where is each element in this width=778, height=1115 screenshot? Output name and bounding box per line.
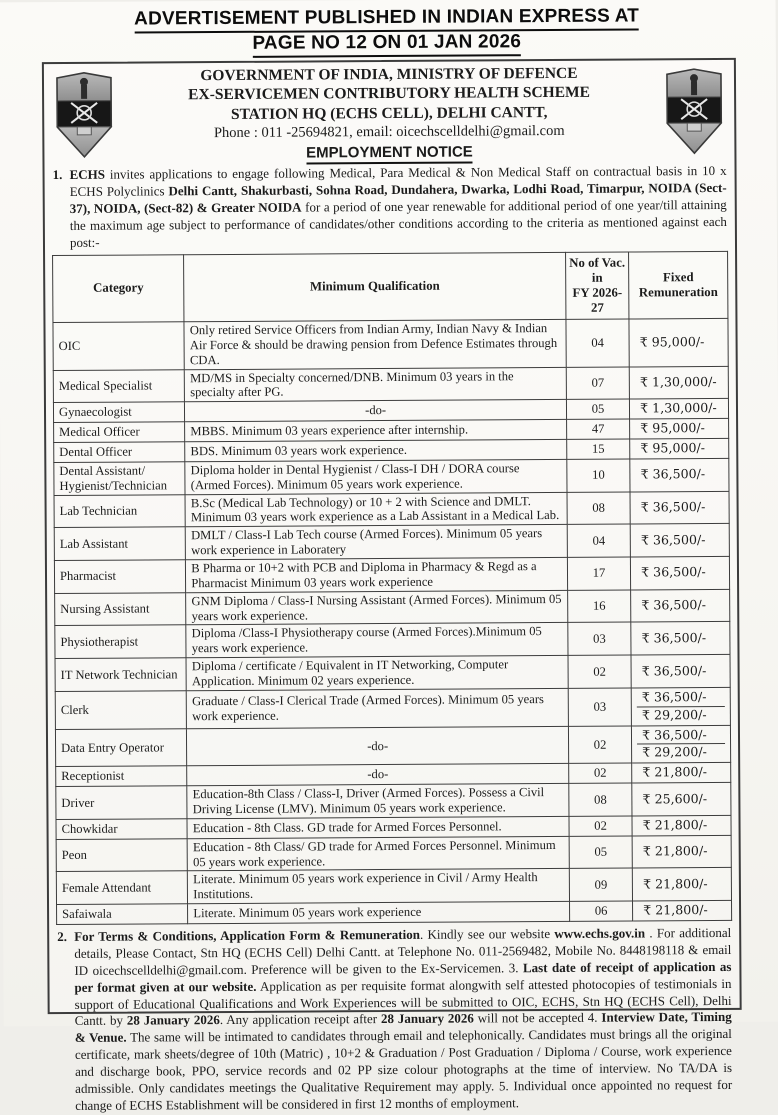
table-row	[55, 622, 730, 659]
cell-qualification: Diploma /Class-I Physiotherapy course (Armed Forces).Minimum 05 years work experience.	[186, 623, 568, 658]
cell-vacancies: 05	[566, 399, 629, 419]
cell-category: Chowkidar	[56, 819, 187, 840]
intro-text	[70, 163, 728, 251]
header-row	[53, 251, 728, 322]
bold-text-run: For Terms & Conditions, Application Form & Remuneration	[74, 926, 421, 944]
remuneration-value: ₹ 36,500/-	[641, 597, 706, 613]
cell-remuneration	[632, 835, 731, 868]
header-vacancies: No of Vac. in FY 2026-27	[565, 252, 629, 320]
text-run: invites applications to engage following Medical, Para Medical & Non Medical Staff on contractual basis in 10 x ECHS Polyclinics	[69, 163, 727, 199]
cell-vacancies: 08	[569, 783, 632, 816]
org-line2: EX-SERVICEMEN CONTRIBUTORY HEALTH SCHEME	[188, 84, 591, 104]
terms-text	[74, 925, 732, 1115]
remuneration-value: ₹ 95,000/-	[640, 420, 705, 436]
cell-remuneration	[633, 901, 732, 921]
table-row	[56, 868, 731, 905]
text-run: for a period of one year renewable for additional period of one year/till attaining the maximum age subject to performance of candidates/other conditions according to the criteria as mentioned against each post:-	[69, 196, 727, 250]
cell-category: Dental Officer	[54, 442, 185, 463]
cell-qualification: Education-8th Class / Class-I, Driver (Armed Forces). Possess a Civil Driving License (LMV). Minimum 05 years work experience.	[187, 784, 569, 819]
cell-qualification: Education - 8th Class/ GD trade for Armed Forces Personnel. Minimum 05 years work experience.	[187, 836, 569, 871]
cell-vacancies: 03	[568, 688, 631, 726]
page-title-line2: PAGE NO 12 ON 01 JAN 2026	[252, 31, 521, 58]
cell-remuneration	[632, 763, 731, 783]
table-row	[55, 589, 730, 626]
bold-text-run: ECHS	[69, 166, 106, 183]
cell-remuneration	[630, 524, 729, 557]
bold-text-run: Last date of receipt of application as per format given at our website.	[74, 958, 732, 995]
org-center	[117, 63, 662, 162]
page-title-line1: ADVERTISEMENT PUBLISHED IN INDIAN EXPRESS AT	[134, 5, 639, 33]
cell-vacancies: 07	[566, 367, 629, 400]
remuneration-value: ₹ 95,000/-	[639, 333, 705, 350]
remuneration-value: ₹ 36,500/-	[640, 499, 706, 515]
cell-remuneration	[632, 725, 731, 763]
vacancy-table	[52, 251, 732, 926]
cell-category: Lab Assistant	[54, 527, 185, 561]
remuneration-value: ₹ 21,800/-	[642, 764, 707, 780]
intro-number: 1.	[52, 167, 63, 183]
remuneration-value: ₹ 21,800/-	[642, 816, 708, 833]
cell-category: IT Network Technician	[55, 658, 186, 692]
cell-vacancies: 03	[568, 622, 631, 655]
text-run: Application as per requisite format alongwith self attested photocopies of testimonials in support of Educational Qualifications and Work Experiences will be submitted to OIC, ECHS, Stn HQ (ECHS Cell), Delhi Cantt. by	[74, 975, 732, 1029]
table-row	[56, 835, 731, 872]
cell-category: OIC	[53, 322, 185, 370]
text-run: . Kindly see our website	[419, 926, 555, 942]
cell-remuneration	[631, 556, 730, 589]
cell-vacancies: 02	[568, 726, 631, 764]
cell-vacancies: 10	[567, 459, 630, 492]
cell-qualification: DMLT / Class-I Lab Tech course (Armed Forces). Minimum 05 years work experience in Laboratery	[185, 525, 567, 560]
cell-vacancies: 17	[567, 557, 630, 590]
echs-crest-icon	[53, 69, 116, 161]
cell-vacancies: 09	[569, 868, 632, 901]
remuneration-value: ₹ 21,800/-	[642, 843, 708, 859]
cell-remuneration	[630, 399, 729, 419]
cell-qualification: -do-	[187, 726, 569, 766]
cell-qualification: BDS. Minimum 03 years work experience.	[185, 439, 567, 461]
cell-vacancies: 02	[569, 763, 632, 783]
cell-remuneration	[630, 491, 729, 524]
cell-remuneration	[631, 589, 730, 622]
remuneration-value: ₹ 36,500/-	[641, 629, 707, 646]
terms-number: 2.	[57, 929, 68, 945]
remuneration-value: ₹ 1,30,000/-	[639, 373, 717, 390]
cell-category: Data Entry Operator	[55, 728, 187, 767]
header-qualification: Minimum Qualification	[184, 252, 566, 322]
table-row	[56, 783, 731, 820]
cell-remuneration	[629, 318, 728, 366]
table-row	[57, 901, 732, 925]
cell-vacancies: 04	[567, 524, 630, 557]
bold-text-run: Delhi Cantt, Shakurbasti, Sohna Road, Dundahera, Dwarka, Lodhi Road, Timarpur, NOIDA (Sect-37), NOIDA, (Sect-82) & Greater NOIDA	[69, 179, 727, 216]
org-line3: STATION HQ (ECHS CELL), DELHI CANTT,	[230, 103, 548, 123]
cell-vacancies: 08	[567, 492, 630, 525]
text-run: . For additional details, Please Contact, Stn HQ (ECHS Cell) Delhi Cantt. at Telephone No. 011-2569482, Mobile No. 8448198118 & email ID oicechscelldelhi@gmail.com. Preference will be given to the Ex-Servicemen. 3.	[74, 924, 732, 978]
cell-vacancies: 02	[569, 816, 632, 836]
cell-remuneration	[632, 783, 731, 816]
bold-text-run: Interview Date, Timing & Venue.	[74, 1009, 732, 1046]
text-run: will not be accepted 4.	[473, 1010, 602, 1026]
cell-category: Pharmacist	[54, 560, 185, 594]
remuneration-value: ₹ 36,500/-	[641, 662, 707, 679]
bold-text-run: www.echs.gov.in	[554, 925, 646, 942]
cell-category: Nursing Assistant	[55, 592, 186, 626]
contact-line: Phone : 011 -25694821, email: oicechscelldelhi@gmail.com	[213, 123, 565, 142]
cell-category: Clerk	[55, 691, 187, 730]
cell-vacancies: 47	[567, 419, 630, 439]
cell-remuneration	[630, 438, 729, 458]
remuneration-value: ₹ 36,500/-	[641, 688, 707, 705]
cell-qualification: Diploma / certificate / Equivalent in IT Networking, Computer Application. Minimum 02 years experience.	[186, 656, 568, 691]
cell-qualification: Literate. Minimum 05 years work experience	[188, 902, 570, 924]
org-line1: GOVERNMENT OF INDIA, MINISTRY OF DEFENCE	[200, 64, 578, 85]
cell-category: Receptionist	[56, 766, 187, 787]
remuneration-value: ₹ 1,30,000/-	[640, 400, 717, 416]
cell-remuneration	[632, 868, 731, 901]
cell-category: Safaiwala	[57, 904, 188, 925]
text-run: The same will be intimated to candidates through email and telephonically. Candidates must brings all the original certificate, mark sheets/degree of 10th (Matric) , 10+2 & Graduation / Post Graduation / Diploma / Course, work experience and discharge book, PPO, service records and 02 PP size colour photographs at the time of interview. No TA/DA is admissible. Only candidates meetings the Qualitative Requirement may apply. 5. Individual once appointed no request for change of ECHS Establishment will be considered in first 12 months of employment.	[74, 1026, 733, 1113]
table-row	[55, 725, 730, 767]
page-title	[0, 0, 776, 59]
cell-qualification: Education - 8th Class. GD trade for Armed Forces Personnel.	[187, 816, 569, 838]
cell-qualification: Only retired Service Officers from Indian Army, Indian Navy & Indian Air Force & should be drawing pension from Defence Estimates through CDA.	[184, 319, 566, 369]
org-header	[51, 63, 728, 163]
table-row	[54, 491, 729, 528]
notice-heading: EMPLOYMENT NOTICE	[117, 142, 661, 162]
cell-category: Lab Technician	[54, 494, 185, 528]
cell-remuneration	[630, 419, 729, 439]
remuneration-value: ₹ 36,500/-	[640, 531, 706, 548]
header-remuneration: Fixed Remuneration	[629, 251, 728, 319]
cell-remuneration	[629, 366, 728, 399]
cell-qualification: GNM Diploma / Class-I Nursing Assistant (Armed Forces). Minimum 05 years work experience.	[186, 590, 568, 625]
vacancy-table-head	[53, 251, 728, 322]
remuneration-value: ₹ 29,200/-	[637, 743, 725, 761]
header-category: Category	[53, 254, 185, 322]
remuneration-value: ₹ 36,500/-	[641, 564, 706, 580]
cell-qualification: Graduate / Class-I Clerical Trade (Armed Forces). Minimum 05 years work experience.	[186, 688, 568, 728]
remuneration-value: ₹ 36,500/-	[642, 726, 707, 743]
cell-qualification: MD/MS in Specialty concerned/DNB. Minimum 03 years in the specialty after PG.	[185, 367, 567, 402]
cell-vacancies: 05	[569, 836, 632, 869]
cell-category: Medical Officer	[54, 422, 185, 443]
remuneration-value: ₹ 21,800/-	[642, 875, 708, 892]
left-crest	[51, 69, 118, 161]
cell-qualification: B Pharma or 10+2 with PCB and Diploma in Pharmacy & Regd as a Pharmacist Minimum 03 years work experience	[186, 557, 568, 592]
cell-qualification: MBBS. Minimum 03 years experience after internship.	[185, 420, 567, 442]
cell-vacancies: 15	[567, 439, 630, 459]
remuneration-value: ₹ 29,200/-	[637, 706, 725, 724]
table-row	[54, 556, 729, 593]
table-row	[55, 687, 730, 729]
cell-category: Dental Assistant/ Hygienist/Technician	[54, 462, 185, 496]
cell-remuneration	[631, 687, 730, 725]
remuneration-value: ₹ 21,800/-	[643, 902, 708, 918]
bold-text-run: 28 January 2026	[126, 1012, 220, 1029]
cell-vacancies: 06	[569, 901, 632, 921]
cell-category: Physiotherapist	[55, 625, 186, 659]
cell-qualification: Literate. Minimum 05 years work experience in Civil / Army Health Institutions.	[188, 869, 570, 904]
cell-category: Peon	[56, 838, 187, 872]
cell-qualification: Diploma holder in Dental Hygienist / Class-I DH / DORA course (Armed Forces). Minimum 05 years work experience.	[185, 459, 567, 494]
table-row	[55, 655, 730, 692]
cell-remuneration	[632, 815, 731, 835]
cell-category: Gynaecologist	[53, 402, 184, 423]
bold-text-run: 28 January 2026	[380, 1010, 474, 1027]
cell-vacancies: 04	[566, 319, 629, 367]
cell-remuneration	[630, 458, 729, 491]
cell-remuneration	[631, 655, 730, 688]
cell-qualification: -do-	[185, 400, 567, 422]
terms-paragraph	[57, 925, 732, 1115]
table-row	[54, 524, 729, 561]
cell-qualification: -do-	[187, 764, 569, 786]
cell-vacancies: 02	[568, 655, 631, 688]
text-run: . Any application receipt after	[219, 1011, 382, 1028]
table-row	[53, 366, 728, 403]
table-row	[54, 458, 729, 495]
cell-remuneration	[631, 622, 730, 655]
cell-category: Female Attendant	[56, 871, 187, 905]
notice-box	[42, 58, 742, 1113]
intro-paragraph	[53, 163, 728, 252]
vacancy-table-body	[53, 318, 732, 924]
cell-category: Medical Specialist	[53, 369, 184, 403]
cell-qualification: B.Sc (Medical Lab Technology) or 10 + 2 with Science and DMLT. Minimum 03 years work experience as a Lab Assistant in a Medical Lab.	[185, 492, 567, 527]
table-row	[53, 318, 728, 370]
remuneration-value: ₹ 36,500/-	[640, 466, 706, 482]
remuneration-value: ₹ 95,000/-	[640, 440, 706, 456]
crest-pillar	[81, 85, 87, 99]
right-crest	[661, 65, 728, 157]
remuneration-value: ₹ 25,600/-	[642, 790, 708, 807]
echs-crest-icon	[663, 65, 726, 157]
cell-category: Driver	[56, 786, 187, 820]
cell-vacancies: 16	[568, 590, 631, 623]
